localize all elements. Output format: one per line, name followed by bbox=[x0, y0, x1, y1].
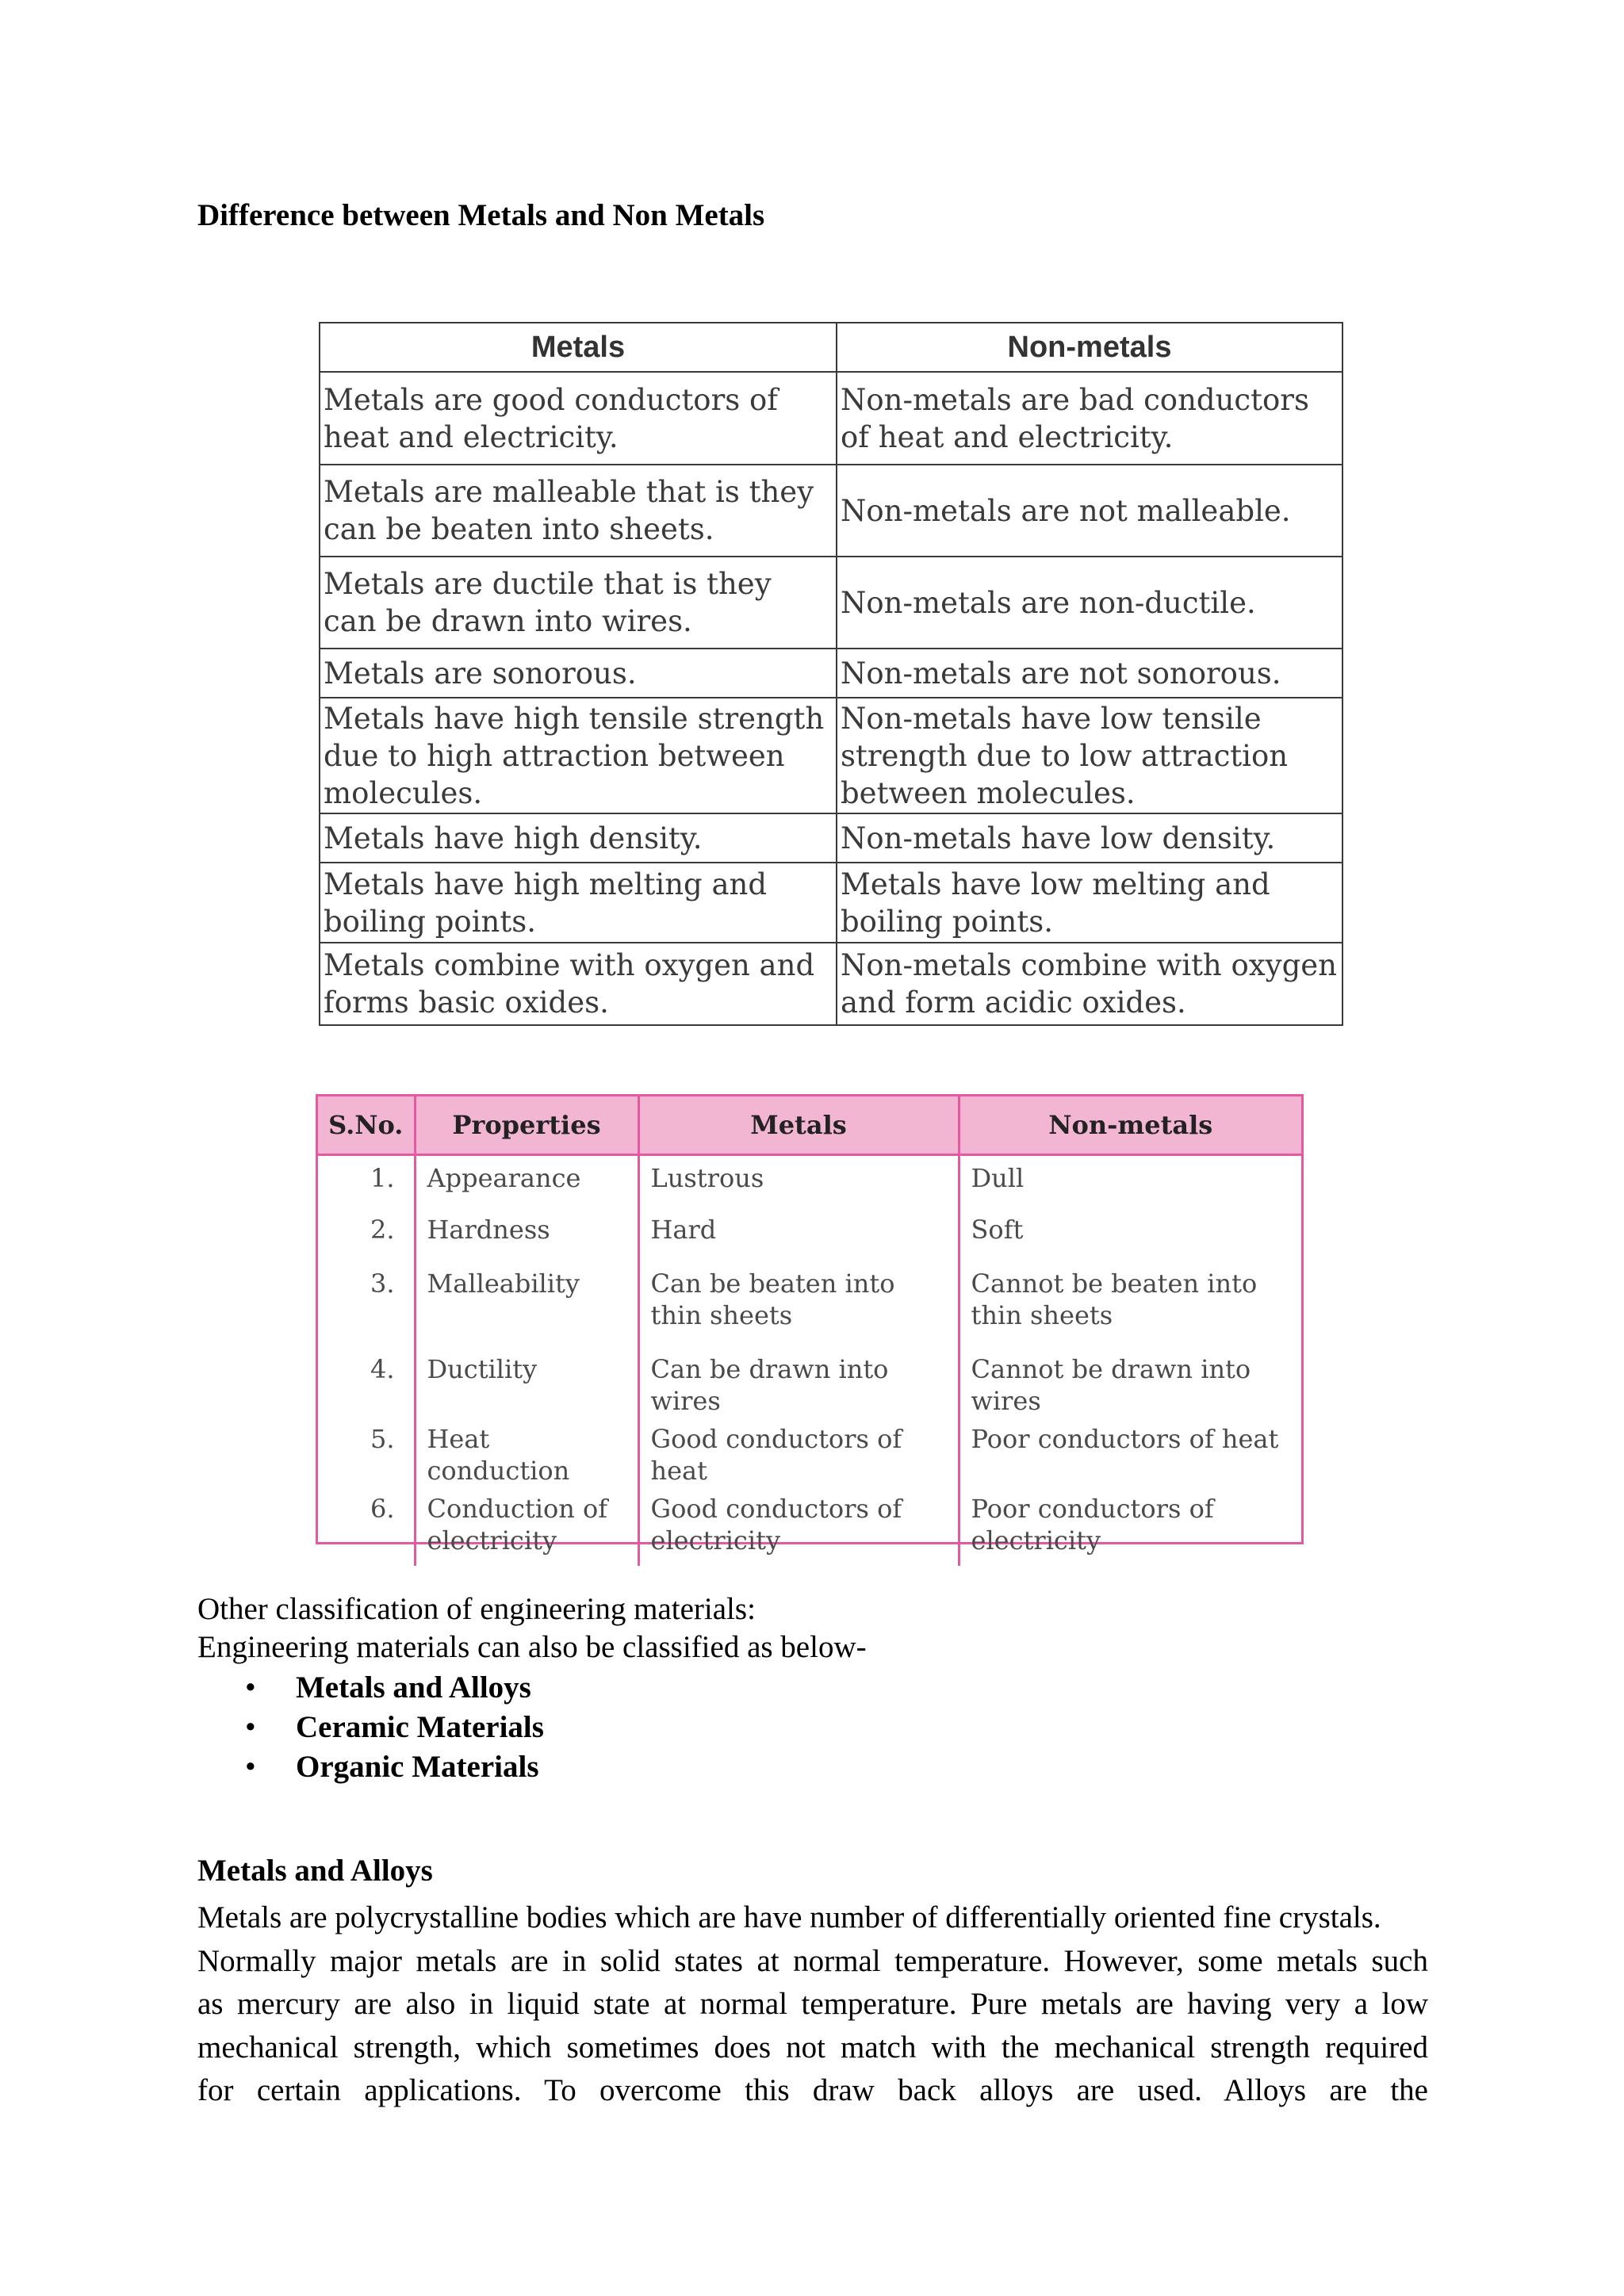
property-name: Ductility bbox=[415, 1347, 638, 1417]
table-row bbox=[318, 1207, 1301, 1261]
table-cell: Non-metals are bad conductors of heat and electricity. bbox=[837, 372, 1342, 465]
table-row bbox=[318, 1487, 1301, 1566]
table-cell: Metals have low melting and boiling points. bbox=[837, 863, 1342, 943]
list-item: • Organic Materials bbox=[197, 1747, 544, 1787]
table-cell: Metals have high tensile strength due to high attraction between molecules. bbox=[320, 698, 837, 813]
table-cell: Non-metals are not sonorous. bbox=[837, 649, 1342, 698]
metal-value: Can be beaten into thin sheets bbox=[638, 1261, 959, 1347]
paragraph-line: as mercury are also in liquid state at normal temperature. Pure metals are having very a low bbox=[197, 1987, 1428, 2021]
table-row bbox=[318, 1417, 1301, 1487]
section-heading: Metals and Alloys bbox=[197, 1854, 433, 1888]
table-cell: Metals are malleable that is they can be beaten into sheets. bbox=[320, 465, 837, 557]
metal-value: Can be drawn into wires bbox=[638, 1347, 959, 1417]
nonmetal-value: Soft bbox=[959, 1207, 1301, 1261]
serial-number: 4. bbox=[370, 1353, 395, 1384]
classification-intro: Other classification of engineering materials: bbox=[197, 1592, 756, 1626]
table-cell: Metals combine with oxygen and forms basic oxides. bbox=[320, 943, 837, 1025]
table-row bbox=[320, 698, 1342, 813]
nonmetal-value: Dull bbox=[959, 1155, 1301, 1207]
table-header-row bbox=[318, 1096, 1301, 1155]
metal-value: Good conductors of heat bbox=[638, 1417, 959, 1487]
properties-table-frame bbox=[316, 1094, 1304, 1556]
property-name: Hardness bbox=[415, 1207, 638, 1261]
table-row bbox=[320, 372, 1342, 465]
column-header-nonmetals: Non-metals bbox=[837, 323, 1342, 372]
table-row bbox=[318, 1261, 1301, 1347]
table-cell: Non-metals have low tensile strength due to low attraction between molecules. bbox=[837, 698, 1342, 813]
paragraph-line: for certain applications. To overcome this draw back alloys are used. Alloys are the bbox=[197, 2073, 1428, 2107]
nonmetal-value: Poor conductors of electricity bbox=[959, 1487, 1301, 1566]
list-item: • Metals and Alloys bbox=[197, 1668, 544, 1708]
property-name: Malleability bbox=[415, 1261, 638, 1347]
classification-list bbox=[197, 1668, 544, 1787]
nonmetal-value: Cannot be beaten into thin sheets bbox=[959, 1261, 1301, 1347]
table-row bbox=[318, 1347, 1301, 1417]
paragraph-line: mechanical strength, which sometimes does not match with the mechanical strength required bbox=[197, 2030, 1428, 2064]
table-cell: Metals are sonorous. bbox=[320, 649, 837, 698]
page-heading: Difference between Metals and Non Metals bbox=[197, 198, 765, 232]
serial-number: 5. bbox=[370, 1423, 395, 1454]
table-cell: Non-metals are non-ductile. bbox=[837, 557, 1342, 649]
property-name: Appearance bbox=[415, 1155, 638, 1207]
serial-number: 2. bbox=[370, 1214, 395, 1245]
serial-number: 1. bbox=[370, 1163, 395, 1193]
table-header-row bbox=[320, 323, 1342, 372]
table-cell: Metals are good conductors of heat and electricity. bbox=[320, 372, 837, 465]
table-cell: Metals are ductile that is they can be drawn into wires. bbox=[320, 557, 837, 649]
properties-table bbox=[318, 1096, 1301, 1566]
nonmetal-value: Poor conductors of heat bbox=[959, 1417, 1301, 1487]
table-row bbox=[320, 813, 1342, 863]
table-row bbox=[320, 557, 1342, 649]
table-row bbox=[320, 465, 1342, 557]
paragraph-line: Normally major metals are in solid states at normal temperature. However, some metals such bbox=[197, 1943, 1428, 1978]
table-row bbox=[318, 1155, 1301, 1207]
table-cell: Metals have high melting and boiling points. bbox=[320, 863, 837, 943]
serial-number: 3. bbox=[370, 1268, 395, 1299]
table-cell: Non-metals have low density. bbox=[837, 813, 1342, 863]
column-header-properties: Properties bbox=[415, 1096, 638, 1155]
column-header-metals: Metals bbox=[320, 323, 837, 372]
column-header-sno: S.No. bbox=[318, 1096, 415, 1155]
metal-value: Lustrous bbox=[638, 1155, 959, 1207]
list-item: • Ceramic Materials bbox=[197, 1708, 544, 1747]
table-cell: Non-metals are not malleable. bbox=[837, 465, 1342, 557]
column-header-nonmetals: Non-metals bbox=[959, 1096, 1301, 1155]
metal-value: Hard bbox=[638, 1207, 959, 1261]
metal-value: Good conductors of electricity bbox=[638, 1487, 959, 1566]
table-cell: Metals have high density. bbox=[320, 813, 837, 863]
classification-subintro: Engineering materials can also be classified as below- bbox=[197, 1630, 867, 1664]
property-name: Heat conduction bbox=[415, 1417, 638, 1487]
body-paragraph bbox=[197, 1896, 1428, 2113]
paragraph-line: Metals are polycrystalline bodies which are have number of differentially oriented fine crystals. bbox=[197, 1900, 1381, 1934]
table-row bbox=[320, 943, 1342, 1025]
table-cell: Non-metals combine with oxygen and form acidic oxides. bbox=[837, 943, 1342, 1025]
property-name: Conduction of electricity bbox=[415, 1487, 638, 1566]
serial-number: 6. bbox=[370, 1493, 395, 1524]
table-row bbox=[320, 649, 1342, 698]
nonmetal-value: Cannot be drawn into wires bbox=[959, 1347, 1301, 1417]
metals-nonmetals-table bbox=[319, 322, 1343, 1026]
table-row bbox=[320, 863, 1342, 943]
column-header-metals: Metals bbox=[638, 1096, 959, 1155]
